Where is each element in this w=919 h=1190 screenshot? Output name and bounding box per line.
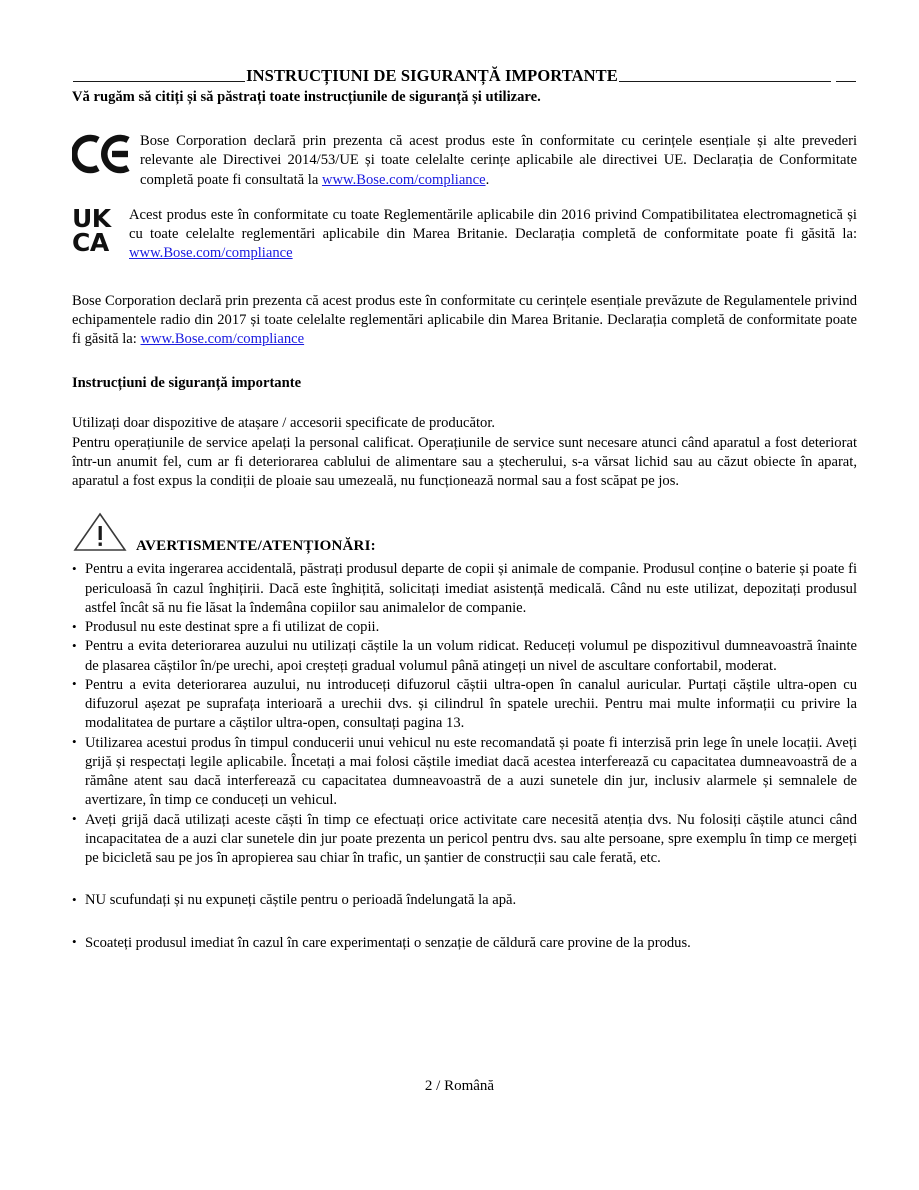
warning-triangle-icon: [72, 511, 128, 558]
radio-compliance-link[interactable]: www.Bose.com/compliance: [140, 331, 305, 348]
ukca-mark-line1: UK: [72, 203, 111, 233]
ukca-declaration-text: [129, 206, 857, 264]
list-item: • Aveți grijă dacă utilizați aceste căști în timp ce efectuați orice activitate care necesită atenția dvs. Nu folosiți căștile atunci când incapacitatea de a auzi clar sunetele din jur poate prezenta un pericol pentru dvs. sau alte persoane, spre exemplu în timp ce mergeți pe bicicletă sau pe jos în apropierea sau chiar în trafic, un șantier de construcții sau cale ferată, etc.: [72, 811, 857, 869]
ukca-declaration-block: [72, 203, 857, 264]
header-rule-left: [73, 81, 245, 82]
header-rule-tail: [836, 81, 856, 82]
ukca-mark-icon: [72, 203, 129, 257]
ce-declaration-text: [140, 132, 857, 190]
document-header: [72, 62, 857, 86]
list-item: • Scoateți produsul imediat în cazul în care experimentați o senzație de căldură care provine de la produs.: [72, 934, 857, 953]
ce-mark-icon: [72, 134, 140, 176]
radio-text-part1: Bose Corporation declară prin prezenta că acest produs este în conformitate cu cerințele esențiale prevăzute de Regulamentele privind echipamentele radio din 2017 și toate celelalte reglementări aplicabile din Marea Britanie. Declarația completă de conformitate poate fi găsită la:: [72, 292, 857, 348]
safety-paragraph-1: Utilizați doar dispozitive de atașare / accesorii specificate de producător.: [72, 415, 496, 432]
ukca-compliance-link[interactable]: www.Bose.com/compliance: [129, 245, 293, 262]
page-footer: [0, 1078, 919, 1095]
list-item: • Pentru a evita ingerarea accidentală, păstrați produsul departe de copii și animale de companie. Produsul conține o baterie și poate fi periculoasă în cazul înghițirii. Dacă este înghițită, solicitați imediat asistență medicală. Când nu este utilizat, depozitați produsul astfel încât să nu fie lăsat la îndemâna copiilor sau animalelor de companie.: [72, 560, 857, 618]
list-item: • Pentru a evita deteriorarea auzului nu utilizați căștile la un volum ridicat. Reduceți volumul pe dispozitivul dumneavoastră înainte de plasarea căștilor în/pe urechi, apoi creșteți gradual volumul până atingeți un nivel de ascultare confortabil, moderat.: [72, 637, 857, 676]
ukca-mark-line2: CA: [72, 227, 109, 257]
document-subtitle: Vă rugăm să citiți și să păstrați toate instrucțiunile de siguranță și utilizare.: [72, 89, 541, 105]
list-item: • Utilizarea acestui produs în timpul conducerii unui vehicul nu este recomandată și poate fi interzisă prin lege în unele locații. Aveți grijă și respectați legile aplicabile. Încetați a mai folosi căștile imediat dacă acestea interferează cu capacitatea dumneavoastră de a rămâne atent sau dacă interferează cu capacitatea dumneavoastră de a auzi sunetele din jur, inclusiv alarmele și semnalele de avertizare, în timp ce conduceți un vehicul.: [72, 734, 857, 811]
safety-paragraph-2: Pentru operațiunile de service apelați la personal calificat. Operațiunile de service sunt necesare atunci când aparatul a fost deteriorat într-un anumit fel, cum ar fi deteriorarea cablului de alimentare sau a ștecherului, s-a vărsat lichid sau au căzut obiecte în aparat, aparatul a fost expus la condiții de ploaie sau umezeală, nu funcționează normal sau a fost scăpat pe jos.: [72, 434, 857, 490]
list-item: • Produsul nu este destinat spre a fi utilizat de copii.: [72, 618, 857, 637]
ce-compliance-link[interactable]: www.Bose.com/compliance: [321, 171, 486, 188]
list-item: • NU scufundați și nu expuneți căștile pentru o perioadă îndelungată la apă.: [72, 891, 857, 910]
page-title: INSTRUCȚIUNI DE SIGURANȚĂ IMPORTANTE: [246, 66, 618, 85]
radio-equipment-paragraph: [72, 292, 857, 350]
page-number-label: 2 / Română: [424, 1078, 495, 1094]
ce-text-part1: Bose Corporation declară prin prezenta că acest produs este în conformitate cu cerințele esențiale și alte prevederi relevante ale Directivei 2014/53/UE și toate celelalte cerințe aplicabile ale directivei UE. Declarația de Conformitate completă poate fi consultată la: [140, 133, 857, 188]
ukca-text-part1: Acest produs este în conformitate cu toate Reglementările aplicabile din 2016 privind Compatibilitatea electromagnetică și cu toate celelalte reglementări aplicabile din Marea Britanie. Declarația completă de conformitate poate fi găsită la:: [129, 206, 857, 243]
warning-label: AVERTISMENTE/ATENȚIONĂRI:: [136, 538, 376, 555]
safety-section-heading: Instrucțiuni de siguranță importante: [72, 375, 302, 392]
warning-heading: [72, 511, 857, 559]
header-rule-right: [619, 81, 831, 82]
list-item: • Pentru a evita deteriorarea auzului, nu introduceți difuzorul căștii ultra-open în canalul auricular. Purtați căștile ultra-open cu difuzorul așezat pe suprafața interioară a urechii dvs. și cilindrul în spatele urechii. Pentru mai multe informații cu privire la modalitatea de purtare a căștilor ultra-open, consultați pagina 13.: [72, 676, 857, 734]
warning-bullet-list: [72, 560, 857, 953]
ce-text-part2: .: [485, 171, 490, 188]
ce-declaration-block: [72, 132, 857, 190]
